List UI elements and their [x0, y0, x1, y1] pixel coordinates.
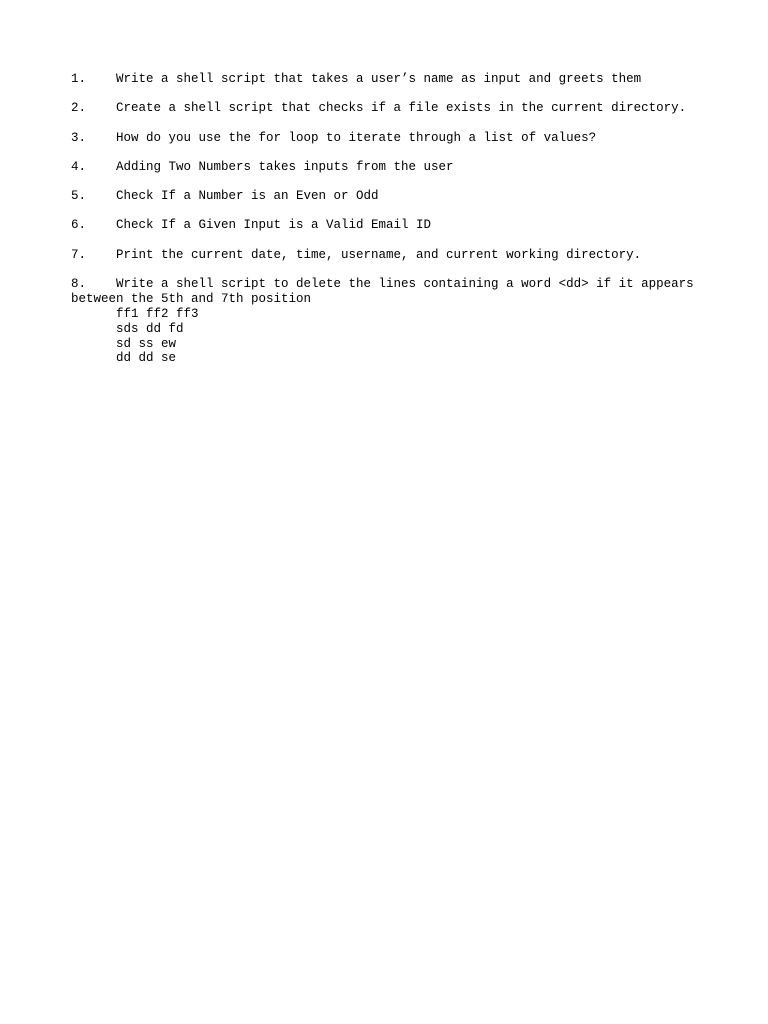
question-number: 5. [71, 189, 87, 204]
question-item-3 [71, 131, 711, 146]
question-item-4 [71, 160, 711, 175]
question-number: 6. [71, 218, 87, 233]
question-text: Check If a Number is an Even or Odd [116, 189, 379, 204]
sample-line: sd ss ew [116, 336, 177, 351]
question-text: Adding Two Numbers takes inputs from the user [116, 159, 454, 174]
question-text: How do you use the for loop to iterate through a list of values? [116, 130, 597, 145]
sample-input-block [71, 307, 711, 366]
question-number: 4. [71, 159, 87, 174]
sample-line: ff1 ff2 ff3 [116, 307, 199, 322]
question-number: 7. [71, 247, 87, 262]
question-item-2 [71, 101, 711, 116]
question-number: 3. [71, 130, 87, 145]
question-item-1 [71, 72, 711, 87]
question-item-7 [71, 248, 711, 263]
question-text: Write a shell script that takes a user’s name as input and greets them [116, 72, 642, 86]
question-item-8 [71, 277, 711, 307]
question-number: 1. [71, 72, 87, 86]
question-text-continuation: between the 5th and 7th position [71, 292, 312, 307]
sample-line: dd dd se [116, 351, 177, 366]
question-number: 2. [71, 101, 87, 116]
question-text: Write a shell script to delete the lines containing a word <dd> if it appears [116, 277, 694, 292]
question-item-5 [71, 189, 711, 204]
question-number: 8. [71, 277, 87, 292]
question-text: Create a shell script that checks if a file exists in the current directory. [116, 101, 687, 116]
question-text: Check If a Given Input is a Valid Email ID [116, 218, 432, 233]
document-page [71, 72, 711, 366]
sample-line: sds dd fd [116, 321, 184, 336]
question-text: Print the current date, time, username, and current working directory. [116, 247, 642, 262]
question-item-6 [71, 218, 711, 233]
